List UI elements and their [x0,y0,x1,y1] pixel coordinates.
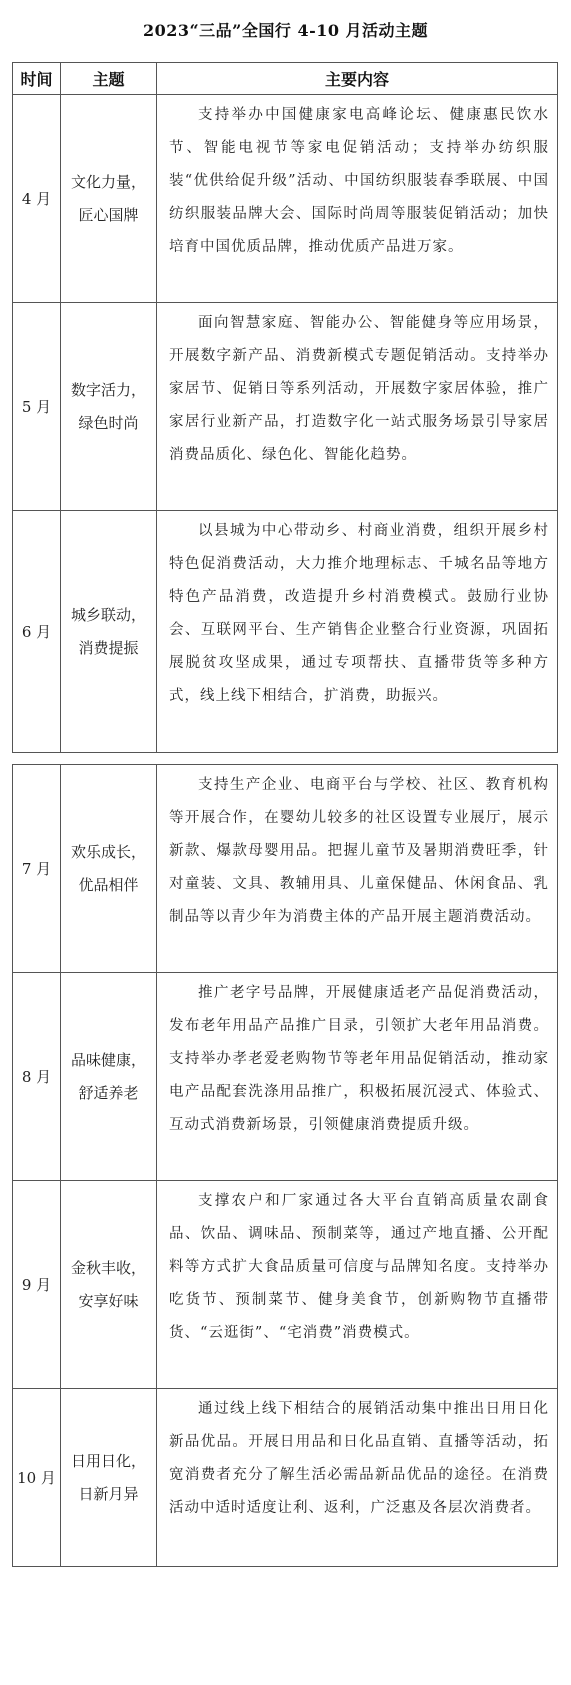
theme-line: 品味健康， [70,1050,146,1069]
row-month: 4 月 [13,95,61,303]
header-month: 时间 [13,63,61,95]
row-content [157,765,558,973]
theme-line: 舒适养老 [78,1083,139,1102]
table-header-row [13,63,558,95]
content-text: 面向智慧家庭、智能办公、智能健身等应用场景，开展数字新产品、消费新模式专题促销活动。支持举办家居节、促销日等系列活动，开展数字家居体验，推广家居行业新产品，打造数字化一站式服务场景引导家居消费品质化、绿色化、智能化趋势。 [169,315,549,463]
activity-table-part2 [12,764,558,1567]
table-row [13,973,558,1181]
theme-line: 文化力量， [70,172,146,191]
row-month: 7 月 [13,765,61,973]
row-theme [61,1181,157,1389]
table-row [13,765,558,973]
table-row [13,1389,558,1567]
theme-line: 绿色时尚 [78,413,139,432]
row-month: 5 月 [13,303,61,511]
activity-table-part1 [12,62,558,753]
table-row [13,95,558,303]
row-content [157,973,558,1181]
page-title [0,18,571,41]
theme-line: 匠心国牌 [78,205,139,224]
theme-line: 日新月异 [78,1484,139,1503]
theme-line: 欢乐成长， [70,842,146,861]
header-theme: 主题 [61,63,157,95]
row-theme [61,511,157,753]
row-theme [61,1389,157,1567]
row-content [157,95,558,303]
content-text: 支撑农户和厂家通过各大平台直销高质量农副食品、饮品、调味品、预制菜等，通过产地直播、公开配料等方式扩大食品质量可信度与品牌知名度。支持举办吃货节、预制菜节、健身美食节，创新购物节直播带货、“云逛街”、“宅消费”消费模式。 [169,1193,549,1341]
content-text: 通过线上线下相结合的展销活动集中推出日用日化新品优品。开展日用品和日化品直销、直播等活动，拓宽消费者充分了解生活必需品新品优品的途径。在消费活动中适时适度让利、返利，广泛惠及各层次消费者。 [169,1401,549,1516]
title-text: 2023“三品”全国行 4-10 月活动主题 [142,21,429,40]
content-text: 以县城为中心带动乡、村商业消费，组织开展乡村特色促消费活动，大力推介地理标志、千城名品等地方特色产品消费，改造提升乡村消费模式。鼓励行业协会、互联网平台、生产销售企业整合行业资源，巩固拓展脱贫攻坚成果，通过专项帮扶、直播带货等多种方式，线上线下相结合，扩消费，助振兴。 [169,523,549,704]
row-month: 9 月 [13,1181,61,1389]
header-content: 主要内容 [157,63,558,95]
table-row [13,303,558,511]
theme-line: 优品相伴 [78,875,139,894]
row-theme [61,303,157,511]
row-month: 8 月 [13,973,61,1181]
row-content [157,1389,558,1567]
theme-line: 数字活力， [70,380,146,399]
theme-line: 消费提振 [78,638,139,657]
content-text: 支持生产企业、电商平台与学校、社区、教育机构等开展合作，在婴幼儿较多的社区设置专业展厅，展示新款、爆款母婴用品。把握儿童节及暑期消费旺季，针对童装、文具、教辅用具、儿童保健品、休闲食品、乳制品等以青少年为消费主体的产品开展主题消费活动。 [169,777,549,925]
theme-line: 安享好味 [78,1291,139,1310]
row-theme [61,765,157,973]
theme-line: 城乡联动， [70,605,146,624]
row-content [157,511,558,753]
row-month: 6 月 [13,511,61,753]
content-text: 支持举办中国健康家电高峰论坛、健康惠民饮水节、智能电视节等家电促销活动；支持举办纺织服装“优供给促升级”活动、中国纺织服装春季联展、中国纺织服装品牌大会、国际时尚周等服装促销活动；加快培育中国优质品牌，推动优质产品进万家。 [169,107,549,255]
table-row [13,511,558,753]
row-theme [61,973,157,1181]
row-month: 10 月 [13,1389,61,1567]
theme-line: 金秋丰收， [70,1258,146,1277]
table-row [13,1181,558,1389]
row-theme [61,95,157,303]
row-content [157,303,558,511]
content-text: 推广老字号品牌，开展健康适老产品促消费活动，发布老年用品产品推广目录，引领扩大老年用品消费。支持举办孝老爱老购物节等老年用品促销活动，推动家电产品配套洗涤用品推广，积极拓展沉浸式、体验式、互动式消费新场景，引领健康消费提质升级。 [169,985,549,1133]
row-content [157,1181,558,1389]
theme-line: 日用日化， [70,1451,146,1470]
